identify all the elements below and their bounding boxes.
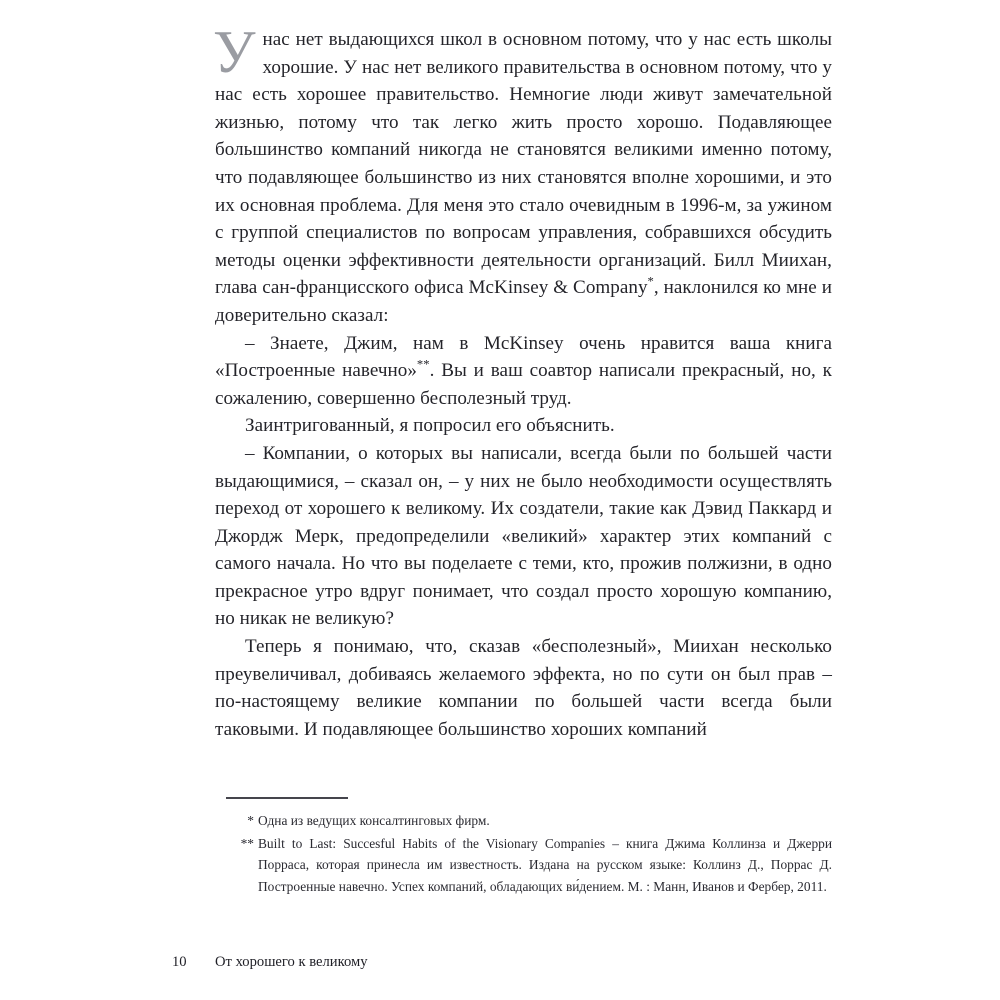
footnote-ref-1[interactable]: * [647, 274, 654, 289]
footnote-list [232, 810, 832, 898]
paragraph-3-text: Заинтригованный, я попросил его объяснить. [245, 415, 615, 437]
paragraph-4 [215, 440, 832, 633]
paragraph-4-text: – Компании, о которых вы написали, всегда были по большей части выдающимися, – сказал он, – у них не было необходимости осуществлять переход от хорошего к великому. Их создатели, такие как Дэвид Паккард и Джордж Мерк, предопределили «великий» характер этих компаний с самого начала. Но что вы поделаете с теми, кто, прожив полжизни, в одно прекрасное утро вдруг понимает, что создал просто хорошую компанию, но никак не великую? [215, 442, 832, 630]
paragraph-3 [215, 412, 832, 440]
paragraph-5-text: Теперь я понимаю, что, сказав «бесполезный», Миихан несколько преувеличивал, добиваясь желаемого эффекта, но по сути он был прав – по-настоящему великие компании по большей части всегда были таковыми. И подавляющее большинство хороших компаний [215, 636, 832, 740]
footnote-text: Built to Last: Succesful Habits of the Visionary Companies – книга Джима Коллинза и Джерри Порраса, которая принесла им известность. Издана на русском языке: Коллинз Д., Поррас Д. Построенные навечно. Успех компаний, обладающих ви́дением. М. : Манн, Иванов и Фербер, 2011. [258, 835, 832, 894]
footnote-item [232, 833, 832, 898]
footnote-ref-2[interactable]: ** [416, 357, 430, 372]
page-number: 10 [172, 954, 187, 970]
running-head: От хорошего к великому [215, 954, 368, 970]
paragraph-1-text: Унас нет выдающихся школ в основном потому, что у нас есть школы хорошие. У нас нет великого правительства в основном потому, что у нас есть хорошее правительство. Немногие люди живут замечательной жизнью, потому что так легко жить просто хорошо. Подавляющее большинство компаний никогда не становятся великими именно потому, что подавляющее большинство из них становятся вполне хорошими, и это их основная проблема. Для меня это стало очевидным в 1996-м, за ужином с группой специалистов по вопросам управления, собравшихся обсудить методы оценки эффективности деятельности организаций. Билл Миихан, глава сан-францисского офиса McKinsey & Company*, наклонился ко мне и доверительно сказал: [213, 19, 832, 326]
page-footer [172, 952, 832, 972]
footnote-item [232, 810, 832, 832]
paragraph-5 [215, 633, 832, 743]
footnote-separator-rule [226, 797, 348, 799]
paragraph-2 [215, 330, 832, 413]
footnote-text: Одна из ведущих консалтинговых фирм. [258, 813, 490, 828]
footnote-marker: * [247, 813, 254, 828]
body-text-block [213, 19, 832, 743]
paragraph-1 [213, 19, 832, 330]
footnote-marker: ** [240, 835, 254, 851]
paragraph-2-text: – Знаете, Джим, нам в McKinsey очень нравится ваша книга «Построенные навечно»**. Вы и ваш соавтор написали прекрасный, но, к сожалению, совершенно бесполезный труд. [215, 332, 832, 409]
